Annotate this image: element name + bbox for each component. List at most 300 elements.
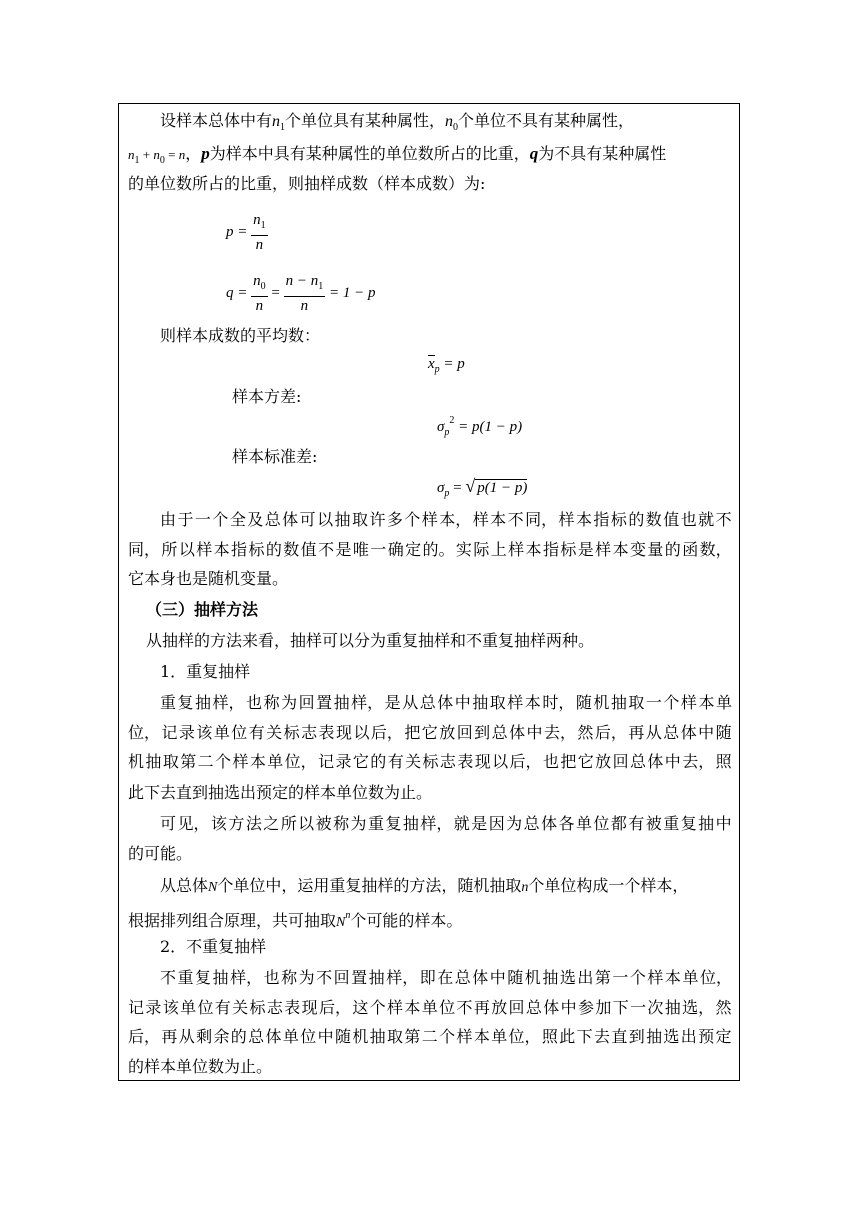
text-token: 第: [594, 968, 611, 987]
text-token: 各: [558, 814, 575, 833]
text-token: 时，: [542, 693, 575, 712]
text-token: 就: [453, 814, 470, 833]
text-token: 该: [196, 723, 213, 742]
heading-repeat-sampling: 1．重复抽样: [160, 662, 251, 681]
text-token: 中: [454, 693, 471, 712]
text-token: 体: [437, 693, 454, 712]
text-token: 重: [177, 968, 194, 987]
text-token: 现: [335, 723, 352, 742]
text-token: 的: [230, 1027, 247, 1046]
text-token: 位，: [699, 968, 732, 987]
text-token: 取: [628, 693, 645, 712]
text-token: 到: [628, 1027, 645, 1046]
p1-line3: 的单位数所占的比重，则抽样成数（样本成数）为:: [128, 174, 486, 193]
text-token: 也: [542, 752, 559, 771]
text-token: 被: [315, 814, 332, 833]
text-token: 单: [421, 998, 438, 1017]
text-token: 复: [195, 968, 212, 987]
text-token: 机: [128, 752, 145, 771]
text-token: 照: [541, 1027, 558, 1046]
text-token: 即: [419, 968, 436, 987]
p5-line1: 从总体N个单位中，运用重复抽样的方法，随机抽取n个单位构成一个样本，: [160, 876, 689, 895]
text-token: 然: [715, 998, 732, 1017]
text-token: 置: [316, 693, 333, 712]
text-token: 单: [682, 968, 699, 987]
text-token: 表: [457, 752, 474, 771]
text-token: 唯: [352, 540, 369, 559]
text-token: 不: [715, 510, 732, 529]
p6-line2: [128, 998, 732, 1018]
text-token: 有: [628, 814, 645, 833]
text-token: 把: [560, 752, 577, 771]
text-token: 关: [405, 752, 422, 771]
text-token: 不: [456, 998, 473, 1017]
text-token: 本: [490, 510, 507, 529]
p2-line2: [128, 540, 732, 560]
text-token: 一: [370, 540, 387, 559]
text-token: 抽: [542, 968, 559, 987]
text-token: 放: [439, 723, 456, 742]
text-token: 它: [577, 752, 594, 771]
text-token: 上: [490, 540, 507, 559]
p2-line3: 它本身也是随机变量。: [128, 569, 289, 588]
text-token: 的: [664, 540, 681, 559]
text-token: 本: [612, 540, 629, 559]
text-token: 称: [333, 814, 350, 833]
text-token: 重: [160, 693, 177, 712]
text-token: 参: [577, 998, 594, 1017]
text-token: 中: [698, 723, 715, 742]
text-token: 本: [575, 510, 592, 529]
text-token: 际: [473, 540, 490, 559]
text-token: 录: [178, 723, 195, 742]
text-token: 这: [352, 998, 369, 1017]
text-token: 重: [663, 814, 680, 833]
text-token: 个: [663, 693, 680, 712]
text-token: 是: [471, 814, 488, 833]
text-token: 在: [437, 968, 454, 987]
text-token: 放: [595, 752, 612, 771]
text-token: 从: [645, 723, 662, 742]
text-token: 所: [161, 540, 178, 559]
text-token: 取: [387, 1027, 404, 1046]
text-token: 的: [265, 540, 282, 559]
text-token: 及: [247, 510, 264, 529]
text-token: 后，: [509, 752, 542, 771]
text-token: 随: [334, 1027, 351, 1046]
text-token: 体: [680, 723, 697, 742]
text-token: 于: [177, 510, 194, 529]
p3-line4: 此下去直到抽选出预定的样本单位数为止。: [128, 783, 433, 802]
text-token: 样，: [230, 968, 263, 987]
text-token: 同，: [128, 540, 161, 559]
text-token: 有: [387, 752, 404, 771]
text-token: 一: [630, 998, 647, 1017]
text-token: 位: [231, 723, 248, 742]
std-label: 样本标准差:: [232, 447, 318, 466]
text-token: 位，: [284, 752, 317, 771]
text-token: 下: [576, 1027, 593, 1046]
text-token: 回: [508, 998, 525, 1017]
text-token: 全: [229, 510, 246, 529]
text-token: 单: [213, 723, 230, 742]
text-token: 二: [421, 1027, 438, 1046]
variance-label: 样本方差:: [232, 387, 302, 406]
text-token: 机: [524, 968, 541, 987]
text-token: 重: [367, 814, 384, 833]
text-token: 总: [264, 510, 281, 529]
text-token: 再: [161, 1027, 178, 1046]
text-token: 选: [663, 1027, 680, 1046]
text-token: 第: [404, 1027, 421, 1046]
text-token: 个: [439, 1027, 456, 1046]
text-token: 样: [507, 693, 524, 712]
text-token: 标: [560, 540, 577, 559]
text-token: 中: [715, 814, 732, 833]
text-token: 表: [284, 998, 301, 1017]
text-token: 样: [196, 540, 213, 559]
text-token: 称: [281, 968, 298, 987]
text-token: 取: [351, 510, 368, 529]
text-token: 的。: [422, 540, 455, 559]
text-token: 指: [542, 540, 559, 559]
text-token: 为: [350, 814, 367, 833]
text-token: 抽: [664, 998, 681, 1017]
text-token: 总: [629, 752, 646, 771]
text-token: 见，: [177, 814, 210, 833]
text-token: 一: [194, 510, 211, 529]
text-token: 记: [128, 998, 145, 1017]
text-token: 样: [508, 540, 525, 559]
text-token: 抽: [334, 510, 351, 529]
text-token: 为: [298, 968, 315, 987]
text-token: 标: [248, 540, 265, 559]
p1-line1: 设样本总体中有$n_1$个单位具有某种属性，$n_0$个单位不具有某种属性，: [160, 111, 635, 133]
text-token: 中: [489, 968, 506, 987]
text-token: 单: [267, 752, 284, 771]
text-token: 随: [575, 693, 592, 712]
text-token: 表: [318, 723, 335, 742]
text-token: 标: [283, 723, 300, 742]
text-token: 位: [300, 1027, 317, 1046]
text-token: 以: [353, 723, 370, 742]
text-token: 样: [647, 968, 664, 987]
text-token: 数，: [699, 540, 732, 559]
text-token: 总: [525, 998, 542, 1017]
text-token: 本: [473, 1027, 490, 1046]
text-token: 不: [507, 510, 524, 529]
text-token: 位，: [128, 723, 161, 742]
text-token: 本: [213, 540, 230, 559]
text-token: 置: [351, 968, 368, 987]
text-token: 不: [160, 968, 177, 987]
text-token: 指: [593, 510, 610, 529]
text-token: 个: [404, 510, 421, 529]
text-token: 本: [524, 693, 541, 712]
text-token: 复: [680, 814, 697, 833]
p3-line2: [128, 723, 732, 743]
formula-variance: $\sigma_p^2 = p(1 - p)$: [437, 415, 523, 438]
text-token: 照: [715, 752, 732, 771]
text-token: 被: [645, 814, 662, 833]
text-token: 本: [404, 998, 421, 1017]
text-token: 本，: [439, 510, 472, 529]
text-token: 数: [645, 510, 662, 529]
text-token: 抽: [195, 693, 212, 712]
text-token: 该: [162, 998, 179, 1017]
text-token: 由: [160, 510, 177, 529]
text-token: 把: [404, 723, 421, 742]
text-token: 以: [298, 814, 315, 833]
text-token: 录: [335, 752, 352, 771]
text-token: 不: [318, 540, 335, 559]
text-token: 随: [507, 968, 524, 987]
text-token: 后，: [370, 723, 403, 742]
text-token: 值: [300, 540, 317, 559]
text-token: 是: [384, 693, 401, 712]
text-token: 以: [317, 510, 334, 529]
text-token: 单: [491, 1027, 508, 1046]
text-token: 函: [682, 540, 699, 559]
text-token: 到: [474, 723, 491, 742]
text-token: 也: [246, 693, 263, 712]
text-token: 同，: [525, 510, 558, 529]
p6-line3: [128, 1027, 732, 1047]
text-token: 志: [439, 752, 456, 771]
p5-line2: 根据排列组合原理，共可抽取$N^n$个可能的样本。: [128, 910, 463, 930]
text-token: 它: [352, 752, 369, 771]
text-token: 确: [387, 540, 404, 559]
text-token: 就: [698, 510, 715, 529]
text-token: 标: [610, 510, 627, 529]
text-token: 是: [577, 540, 594, 559]
text-token: 以: [492, 752, 509, 771]
text-token: 位: [197, 998, 214, 1017]
text-token: 有: [248, 723, 265, 742]
text-token: 标: [422, 752, 439, 771]
p3-line3: [128, 752, 732, 772]
text-token: 抽: [402, 814, 419, 833]
text-token: 样: [558, 510, 575, 529]
text-token: 有: [214, 998, 231, 1017]
text-token: 抽: [145, 752, 162, 771]
text-token: 样，: [351, 693, 384, 712]
text-token: 选: [559, 968, 576, 987]
text-token: 关: [266, 723, 283, 742]
formula-p: p = $\frac{n_1}{n}$: [226, 212, 266, 253]
text-token: 量: [647, 540, 664, 559]
text-token: 标: [249, 998, 266, 1017]
text-token: 定: [405, 540, 422, 559]
formula-std: $\sigma_p$ = √ p(1 − p): [437, 476, 528, 499]
text-token: 直: [611, 1027, 628, 1046]
formula-q: q = $\frac{n_0}{n}$ = $\frac{n - n_1}{n}$ = 1 − p: [226, 273, 376, 314]
text-token: 抽: [472, 693, 489, 712]
text-token: 抽: [369, 1027, 386, 1046]
text-token: 单: [715, 693, 732, 712]
text-token: 多: [386, 510, 403, 529]
text-token: 本: [664, 968, 681, 987]
text-token: 关: [232, 998, 249, 1017]
text-token: 出: [680, 1027, 697, 1046]
text-token: 位: [593, 814, 610, 833]
text-token: 此: [559, 1027, 576, 1046]
text-token: 不: [316, 968, 333, 987]
text-token: 二: [197, 752, 214, 771]
text-token: 体: [472, 968, 489, 987]
text-token: 样: [456, 1027, 473, 1046]
text-token: 预: [698, 1027, 715, 1046]
text-token: 现: [301, 998, 318, 1017]
text-token: 一: [645, 693, 662, 712]
text-token: 体: [647, 752, 664, 771]
text-token: 回: [333, 968, 350, 987]
text-token: 剩: [196, 1027, 213, 1046]
p1-line2: $n_1 + n_0 = n$，p为样本中具有某种属性的单位数所占的比重，q为不具有某种属性: [128, 144, 667, 166]
text-token: 都: [610, 814, 627, 833]
text-token: 之: [263, 814, 280, 833]
text-token: 从: [178, 1027, 195, 1046]
text-token: 回: [456, 723, 473, 742]
text-token: 也: [680, 510, 697, 529]
text-token: 样: [595, 540, 612, 559]
p6-line1: [160, 968, 732, 988]
text-token: 该: [210, 814, 227, 833]
text-token: 许: [369, 510, 386, 529]
text-token: 体: [541, 814, 558, 833]
text-token: 下: [612, 998, 629, 1017]
text-token: 抽: [646, 1027, 663, 1046]
p4-line2: 的可能。: [128, 844, 193, 863]
text-token: 可: [160, 814, 177, 833]
text-token: 本: [525, 540, 542, 559]
text-token: 加: [595, 998, 612, 1017]
text-token: 再: [473, 998, 490, 1017]
text-token: 从: [402, 693, 419, 712]
text-token: 个: [215, 752, 232, 771]
text-token: 单: [180, 998, 197, 1017]
text-token: 取: [162, 752, 179, 771]
text-token: 体: [543, 998, 560, 1017]
text-token: 可: [299, 510, 316, 529]
text-token: 抽: [610, 693, 627, 712]
text-token: 总: [454, 968, 471, 987]
text-token: 后，: [318, 998, 351, 1017]
text-token: 选，: [682, 998, 715, 1017]
text-token: 后，: [128, 1027, 161, 1046]
text-token: 记: [161, 723, 178, 742]
heading-nonrepeat-sampling: 2．不重复抽样: [160, 937, 267, 956]
p6-line4: 的样本单位数为止。: [128, 1057, 273, 1076]
text-token: 去，: [543, 723, 576, 742]
text-token: 随: [715, 723, 732, 742]
formula-mean: $x_p = p$: [428, 356, 465, 375]
text-token: 总: [491, 723, 508, 742]
text-token: 总: [248, 1027, 265, 1046]
text-token: 以: [178, 540, 195, 559]
text-token: 样: [680, 693, 697, 712]
text-token: 是: [335, 540, 352, 559]
text-token: 体: [265, 1027, 282, 1046]
text-token: 回: [298, 693, 315, 712]
text-token: 余: [213, 1027, 230, 1046]
text-token: 一: [612, 968, 629, 987]
text-token: 所: [280, 814, 297, 833]
text-token: 样: [472, 510, 489, 529]
text-token: 位: [439, 998, 456, 1017]
text-token: 去: [593, 1027, 610, 1046]
text-token: 体: [509, 723, 526, 742]
text-token: 本: [249, 752, 266, 771]
text-token: 位，: [508, 1027, 541, 1046]
text-token: 体: [282, 510, 299, 529]
text-token: 法: [245, 814, 262, 833]
text-token: 记: [318, 752, 335, 771]
text-token: 变: [629, 540, 646, 559]
text-token: 抽: [368, 968, 385, 987]
text-token: 出: [577, 968, 594, 987]
section-title: （三）抽样方法: [146, 600, 259, 619]
text-token: 取: [489, 693, 506, 712]
text-token: 第: [180, 752, 197, 771]
mean-label: 则样本成数的平均数：: [160, 326, 321, 345]
text-token: 抽: [698, 814, 715, 833]
text-token: 中: [664, 752, 681, 771]
text-token: 现: [474, 752, 491, 771]
text-token: 称: [263, 693, 280, 712]
text-token: 样: [421, 510, 438, 529]
text-token: 复: [177, 693, 194, 712]
text-token: 志: [301, 723, 318, 742]
text-token: 放: [491, 998, 508, 1017]
text-token: 个: [369, 998, 386, 1017]
p2-line1: [160, 510, 732, 530]
text-token: 个: [212, 510, 229, 529]
text-token: 的: [370, 752, 387, 771]
text-token: 中: [560, 998, 577, 1017]
text-token: 数: [283, 540, 300, 559]
text-token: 总: [523, 814, 540, 833]
text-token: 方: [228, 814, 245, 833]
text-token: 单: [575, 814, 592, 833]
text-token: 志: [266, 998, 283, 1017]
text-token: 样，: [386, 968, 419, 987]
text-token: 录: [145, 998, 162, 1017]
text-token: 抽: [212, 968, 229, 987]
text-token: 中: [526, 723, 543, 742]
text-token: 后，: [594, 723, 627, 742]
text-token: 次: [647, 998, 664, 1017]
text-token: 值: [663, 510, 680, 529]
text-token: 的: [628, 510, 645, 529]
text-token: 个: [629, 968, 646, 987]
text-token: 中: [317, 1027, 334, 1046]
content-frame: [118, 103, 740, 1081]
text-token: 它: [421, 723, 438, 742]
text-token: 为: [506, 814, 523, 833]
text-token: 机: [352, 1027, 369, 1046]
text-token: 抽: [333, 693, 350, 712]
intro-text: 从抽样的方法来看，抽样可以分为重复抽样和不重复抽样两种。: [146, 631, 595, 650]
text-token: 本: [698, 693, 715, 712]
text-token: 单: [282, 1027, 299, 1046]
p4-line1: [160, 814, 732, 834]
text-token: 为: [281, 693, 298, 712]
text-token: 因: [488, 814, 505, 833]
text-token: 机: [593, 693, 610, 712]
text-token: 也: [263, 968, 280, 987]
text-token: 总: [419, 693, 436, 712]
